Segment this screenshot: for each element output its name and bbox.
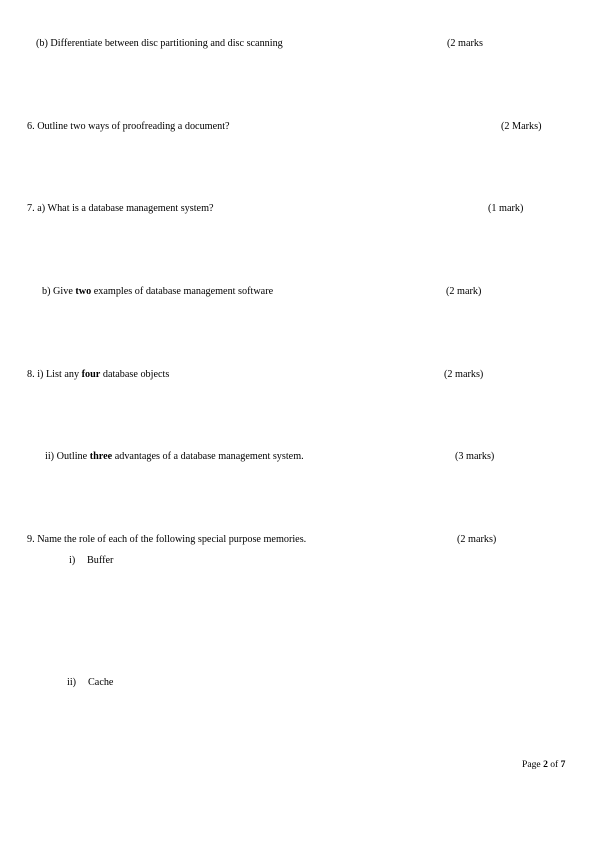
question-8ii-emphasis: three (89, 451, 113, 462)
question-8ii-text-start: ii) Outline (45, 451, 90, 462)
question-7b-text-end: examples of database management software (91, 286, 274, 297)
question-8ii-marks: (3 marks) (455, 451, 495, 462)
question-9-item-i (69, 555, 113, 567)
page-number-current: 2 (543, 759, 548, 770)
page-number-separator: of (547, 759, 561, 770)
page-number (522, 759, 565, 771)
question-7b (42, 286, 273, 298)
question-9-item-ii-number: ii) (67, 677, 77, 688)
page-number-total: 7 (560, 759, 566, 770)
page-number-prefix: Page (522, 759, 544, 770)
question-9-marks: (2 marks) (457, 534, 497, 545)
question-8i-marks: (2 marks) (444, 369, 484, 380)
question-9: 9. Name the role of each of the following special purpose memories. (27, 534, 307, 545)
question-8i-text-end: database objects (100, 369, 170, 380)
question-9-item-ii-label: Cache (88, 677, 114, 688)
question-5b-marks: (2 marks (447, 38, 483, 49)
question-6: 6. Outline two ways of proofreading a document? (27, 121, 230, 132)
question-8i-text-start: 8. i) List any (27, 369, 82, 380)
question-7b-text-start: b) Give (42, 286, 76, 297)
question-7b-emphasis: two (75, 286, 92, 297)
question-9-item-ii (67, 677, 113, 689)
question-7a: 7. a) What is a database management system? (27, 203, 214, 214)
question-7b-marks: (2 mark) (446, 286, 482, 297)
question-9-item-i-number: i) (69, 555, 76, 566)
question-6-marks: (2 Marks) (501, 121, 542, 132)
question-8ii-text-end: advantages of a database management system. (112, 451, 304, 462)
question-7a-marks: (1 mark) (488, 203, 524, 214)
question-8ii (45, 451, 304, 463)
question-9-item-i-label: Buffer (87, 555, 114, 566)
question-8i (27, 369, 169, 381)
question-8i-emphasis: four (81, 369, 101, 380)
question-5b: (b) Differentiate between disc partitioning and disc scanning (36, 38, 283, 49)
